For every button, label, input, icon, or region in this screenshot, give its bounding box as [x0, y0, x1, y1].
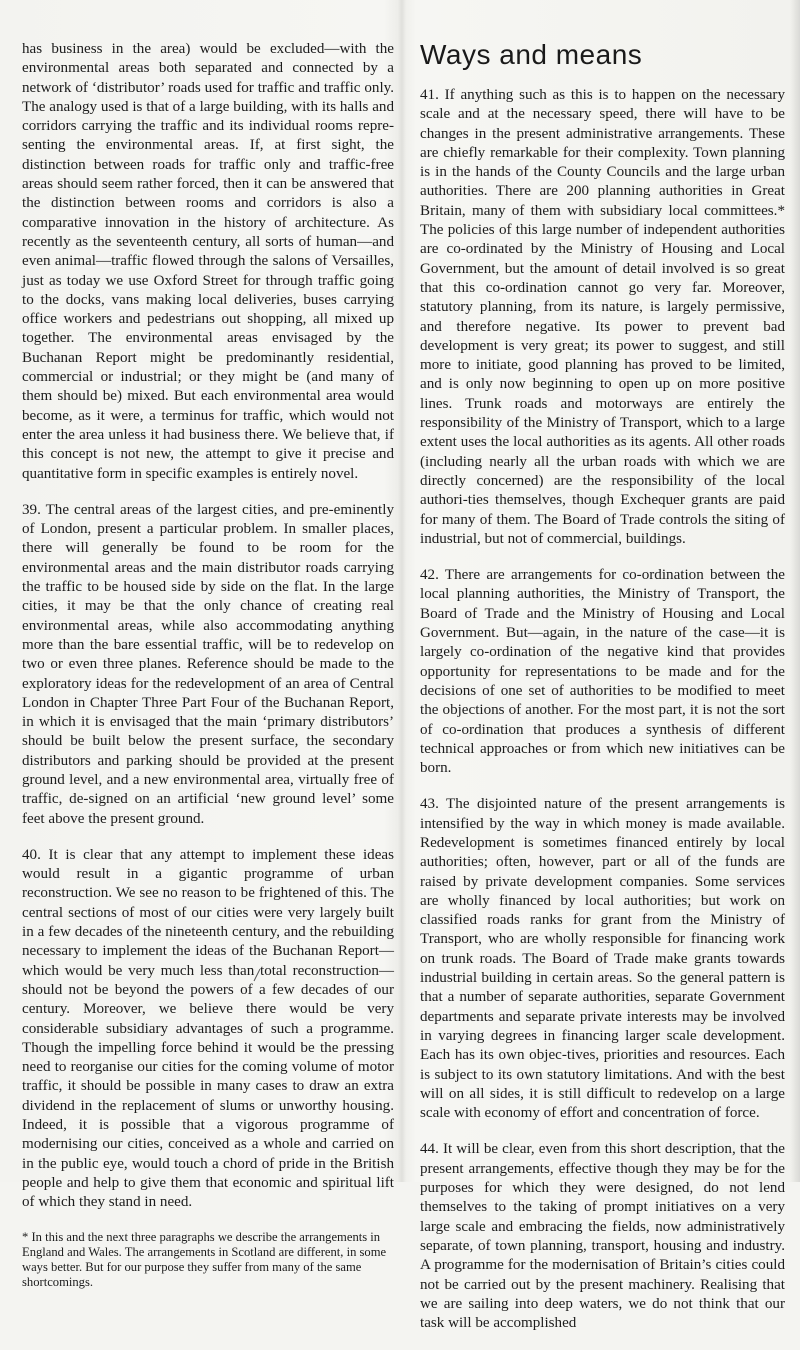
paragraph-40: 40. It is clear that any attempt to implement these ideas would result in a gigantic programme of urban reconstruction. We see no reason to be frightened of this. The central sections of most of our cities were very largely built in a few decades of the nineteenth century, and the rebuilding necessary to implement the ideas of the Buchanan Report—which would be very much less than total reconstruction—should not be beyond the powers of a few decades of our century. Moreover, we believe there would be very considerable subsidiary advantages of such a programme. Though the impelling force behind it would be the pressing need to reorganise our cities for the coming volume of motor traffic, it should be possible in many cases to draw an extra dividend in the replacement of slums or unworthy housing. Indeed, it is possible that a vigorous programme of modernising our cities, conceived as a whole and carried on in the public eye, would touch a chord of pride in the British people and help to give them that economic and spiritual lift of which they stand in need.: [22, 846, 394, 1211]
right-column: [420, 38, 785, 1350]
paragraph-39: 39. The central areas of the largest cities, and pre-eminently of London, present a particular problem. In smaller places, there will generally be found to be room for the environmental areas and the main distributor roads carrying the traffic to be housed side by side on the flat. In the large cities, it may be that the only chance of creating real environmental areas, while also accommodating anything more than the bare essential traffic, will be to redevelop on two or even three planes. Reference should be made to the exploratory ideas for the redevelopment of an area of Central London in Chapter Three Part Four of the Buchanan Report, in which it is envisaged that the main ‘primary distributors’ should be built below the present surface, the secondary distributors and parking should be provided at the present ground level, and a new environmental area, virtually free of traffic, de-signed on an artificial ‘new ground level’ some feet above the present ground.: [22, 501, 394, 827]
paragraph-43: 43. The disjointed nature of the present arrangements is intensified by the way in which money is made available. Redevelopment is sometimes financed entirely by local authorities; often, however, part or all of the funds are raised by private development companies. Some services are wholly financed by local authorities; but work on classified roads ranks for grant from the Ministry of Transport, who are wholly responsible for financing work on trunk roads. The Board of Trade make grants towards industrial building in certain areas. So the general pattern is that a number of separate authorities, separate Government departments and separate private interests may be involved in varying degrees in financing larger scale development. Each has its own objec-tives, priorities and resources. Each is subject to its own statutory limitations. And with the best will on all sides, it is still difficult to redevelop on a large scale with economy of effort and concentration of force.: [420, 796, 785, 1122]
section-heading: Ways and means: [420, 39, 643, 70]
page-edge-shadow: [790, 0, 800, 1182]
pencil-mark: [252, 968, 262, 982]
paragraph-continued: has business in the area) would be excluded—with the environmental areas both separated and connected by a network of ‘distributor’ roads used for traffic and traffic only. The analogy used is that of a large building, with its halls and corridors carrying the traffic and its individual rooms repre-senting the environmental areas. If, at first sight, the distinction between roads for traffic only and traffic-free areas should seem rather forced, then it can be answered that the distinction between rooms and corridors is also a comparative innovation in the history of architecture. As recently as the seventeenth century, all sorts of human—and even animal—traffic flowed through the salons of Versailles, just as today we use Oxford Street for through traffic going to the docks, vans making local deliveries, buses carrying office workers and pedestrians out shopping, all mixed up together. The environmental areas envisaged by the Buchanan Report might be predominantly residential, commercial or industrial; or they might be (and many of them should be) mixed. But each environmental area would become, as it were, a terminus for traffic, which would not enter the area unless it had business there. We believe that, if this concept is not new, the attempt to give it precise and quantitative form in specific examples is entirely novel.: [22, 41, 394, 482]
paragraph-42: 42. There are arrangements for co-ordination between the local planning authorities, the Ministry of Transport, the Board of Trade and the Ministry of Housing and Local Government. But—again, in the nature of the case—it is largely co-ordination of the negative kind that provides opportunity for representations to be made and for the decisions of one set of authorities to be modified to meet the objections of another. For the most part, it is not the sort of co-ordination that produces a synthesis of different technical approaches or from which new initiatives can be born.: [420, 567, 785, 777]
paragraph-41: 41. If anything such as this is to happen on the necessary scale and at the necessary speed, there will have to be changes in the present administrative arrangements. These are chiefly remarkable for their complexity. Town planning is in the hands of the County Councils and the large urban authorities. There are 200 planning authorities in Great Britain, many of them with subsidiary local committees.* The policies of this large number of independent authorities are co-ordinated by the Ministry of Housing and Local Government, but the amount of detail involved is so great that this co-ordination cannot go very far. Moreover, statutory planning, from its nature, is largely permissive, and therefore negative. Its power to prevent bad development is very great; its power to suggest, and still more to initiate, good planning has proved to be limited, and is only now beginning to open up on more positive lines. Trunk roads and motorways are entirely the responsibility of the Ministry of Transport, which to a large extent uses the local authorities as its agents. All other roads (including nearly all the urban roads with which we are directly concerned) are the responsibility of the local authori-ties themselves, though Exchequer grants are paid for many of them. The Board of Trade controls the siting of industrial, but not of commercial, buildings.: [420, 87, 785, 547]
left-column: [22, 40, 394, 1290]
paragraph-44: 44. It will be clear, even from this short description, that the present arrangements, effective though they may be for the purposes for which they were designed, do not lend themselves to the taking of prompt initiatives on a very large scale and embracing the fields, now administratively separate, of town planning, transport, housing and industry. A programme for the modernisation of Britain’s cities could not be carried out by the present machinery. Realising that we are sailing into deep waters, we do not think that our task will be accomplished: [420, 1141, 785, 1332]
page-gutter: [398, 0, 406, 1182]
footnote: * In this and the next three paragraphs we describe the arrangements in England and Wales. The arrangements in Scotland are different, in some ways better. But for our purpose they suffer from many of the same shortcomings.: [22, 1229, 387, 1290]
